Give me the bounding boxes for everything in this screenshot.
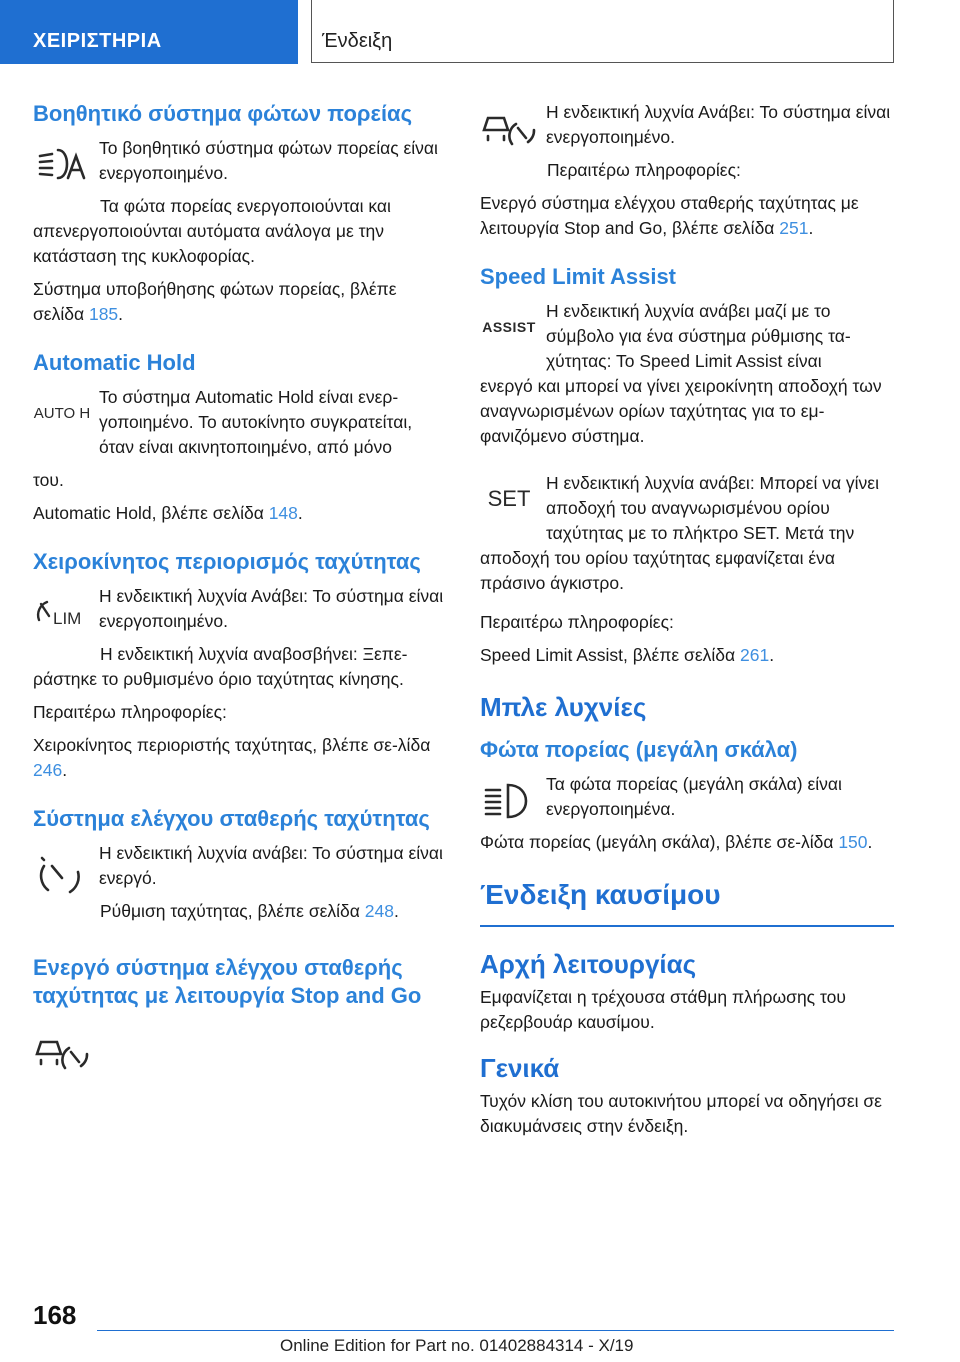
- paragraph: Η ενδεικτική λυχνία ανάβει: Μπορεί να γίνει αποδοχή του αναγνωρισμένου ορίου ταχύτητας με το πλήκτρο SET. Μετά την: [546, 473, 879, 543]
- page-number: 168: [33, 1300, 77, 1330]
- section-active-cruise-control-stop-go: [33, 954, 447, 1076]
- paragraph-reference: Χειροκίνητος περιοριστής ταχύτητας, βλέπε σε-λίδα 246.: [33, 735, 431, 780]
- speed-limit-assist-icon: ASSIST: [482, 319, 536, 335]
- section-title: Μπλε λυχνίες: [480, 692, 647, 722]
- paragraph: Περαιτέρω πληροφορίες:: [33, 702, 227, 722]
- high-beam-assist-icon: [33, 142, 91, 186]
- page-link-251[interactable]: 251: [779, 218, 809, 238]
- paragraph: Εμφανίζεται η τρέχουσα στάθμη πλήρωσης του ρεζερβουάρ καυσίμου.: [480, 987, 846, 1032]
- speed-limiter-icon: [33, 590, 91, 634]
- paragraph: Περαιτέρω πληροφορίες:: [547, 160, 741, 180]
- section-manual-speed-limiter: [33, 548, 447, 783]
- page-link-185[interactable]: 185: [88, 304, 119, 324]
- section-high-beam-assist: [33, 100, 447, 327]
- section-fuel-gauge: [480, 877, 894, 1139]
- footer-edition: Online Edition for Part no. 01402884314 - X/19: [280, 1336, 634, 1355]
- paragraph: Η ενδεικτική λυχνία Ανάβει: Το σύστημα είναι ενεργοποιημένο.: [546, 102, 891, 147]
- paragraph: απενεργοποιούνται αυτόματα ανάλογα με την κατάσταση της κυκλοφορίας.: [33, 221, 385, 266]
- subsection-title: Φώτα πορείας (μεγάλη σκάλα): [480, 737, 798, 762]
- section-title: Ενεργό σύστημα ελέγχου σταθερής ταχύτητας με λειτουργία Stop and Go: [33, 955, 422, 1008]
- section-automatic-hold: [33, 349, 447, 526]
- paragraph: Η ενδεικτική λυχνία ανάβει: Το σύστημα είναι ενεργό.: [99, 843, 443, 888]
- section-cruise-control: [33, 805, 447, 932]
- paragraph-reference: Automatic Hold, βλέπε σελίδα 148.: [33, 503, 303, 523]
- paragraph-reference: Speed Limit Assist, βλέπε σελίδα 261.: [480, 645, 775, 665]
- active-cruise-control-icon: [480, 106, 538, 150]
- paragraph: Το σύστημα Automatic Hold είναι ενερ-γοποιημένο. Το αυτοκίνητο συγκρατείται, όταν είναι ακινητοποιημένο, από μόνο: [99, 387, 413, 457]
- page-link-248[interactable]: 248: [364, 901, 394, 921]
- paragraph-reference: Σύστημα υποβοήθησης φώτων πορείας, βλέπε σελίδα 185.: [33, 279, 397, 324]
- set-icon: SET: [487, 486, 531, 511]
- paragraph: Τα φώτα πορείας ενεργοποιούνται και: [100, 196, 391, 216]
- svg-text:LIM: LIM: [53, 609, 82, 628]
- paragraph: Η ενδεικτική λυχνία αναβοσβήνει: Ξεπε-: [100, 644, 408, 664]
- header-section-tab: [0, 0, 298, 64]
- page-link-148[interactable]: 148: [268, 503, 298, 523]
- subsection-title: Γενικά: [480, 1053, 560, 1083]
- paragraph: Το βοηθητικό σύστημα φώτων πορείας είναι ενεργοποιημένο.: [99, 138, 438, 183]
- section-title: Speed Limit Assist: [480, 264, 677, 289]
- cruise-control-icon: [33, 847, 91, 903]
- section-title: Χειροκίνητος περιορισμός ταχύτητας: [33, 549, 421, 574]
- paragraph: Τα φώτα πορείας (μεγάλη σκάλα) είναι ενεργοποιημένα.: [546, 774, 842, 819]
- section-stop-go-info: [480, 100, 894, 241]
- auto-hold-icon: AUTO H: [33, 404, 91, 422]
- paragraph: ράστηκε το ρυθμισμένο όριο ταχύτητας κίνησης.: [33, 669, 404, 689]
- section-title: Automatic Hold: [33, 350, 196, 375]
- paragraph-reference: Ενεργό σύστημα ελέγχου σταθερής ταχύτητας με λειτουργία Stop and Go, βλέπε σελίδα 251.: [480, 193, 859, 238]
- section-title: Σύστημα ελέγχου σταθερής ταχύτητας: [33, 806, 430, 831]
- left-column: [33, 100, 447, 1076]
- paragraph-reference: Φώτα πορείας (μεγάλη σκάλα), βλέπε σε-λίδα 150.: [480, 832, 873, 852]
- paragraph: Τυχόν κλίση του αυτοκινήτου μπορεί να οδηγήσει σε διακυμάνσεις στην ένδειξη.: [480, 1091, 882, 1136]
- paragraph: Περαιτέρω πληροφορίες:: [480, 612, 674, 632]
- footer-divider: [97, 1330, 894, 1331]
- header-chapter-box: [311, 0, 894, 63]
- active-cruise-control-icon: [33, 1032, 93, 1076]
- page-link-261[interactable]: 261: [740, 645, 770, 665]
- paragraph: του.: [33, 470, 64, 490]
- section-blue-lamps: [480, 690, 894, 855]
- paragraph: Η ενδεικτική λυχνία Ανάβει: Το σύστημα είναι ενεργοποιημένο.: [99, 586, 444, 631]
- header-chapter-title: Ένδειξη: [322, 30, 393, 52]
- section-title: Βοηθητικό σύστημα φώτων πορείας: [33, 101, 413, 126]
- page-link-150[interactable]: 150: [838, 832, 868, 852]
- section-speed-limit-assist: [480, 263, 894, 668]
- paragraph: αποδοχή του ορίου ταχύτητας εμφανίζεται ένα πράσινο άγκιστρο.: [480, 548, 835, 593]
- paragraph: Η ενδεικτική λυχνία ανάβει μαζί με το σύμβολο για ένα σύστημα ρύθμισης τα-χύτητας: Το Speed Limit Assist είναι: [546, 301, 851, 371]
- right-column: [480, 100, 894, 1147]
- chapter-title: Ένδειξη καυσίμου: [480, 877, 894, 927]
- high-beam-icon: [480, 778, 538, 822]
- paragraph: ενεργό και μπορεί να γίνει χειροκίνητη αποδοχή των αναγνωρισμένων ορίων ταχύτητας για το εμ-φανιζόμενο σύστημα.: [480, 376, 882, 446]
- page-link-246[interactable]: 246: [33, 760, 63, 780]
- header-section-title: ΧΕΙΡΙΣΤΗΡΙΑ: [33, 30, 162, 52]
- subsection-title: Αρχή λειτουργίας: [480, 949, 697, 979]
- paragraph-reference: Ρύθμιση ταχύτητας, βλέπε σελίδα 248.: [100, 901, 399, 921]
